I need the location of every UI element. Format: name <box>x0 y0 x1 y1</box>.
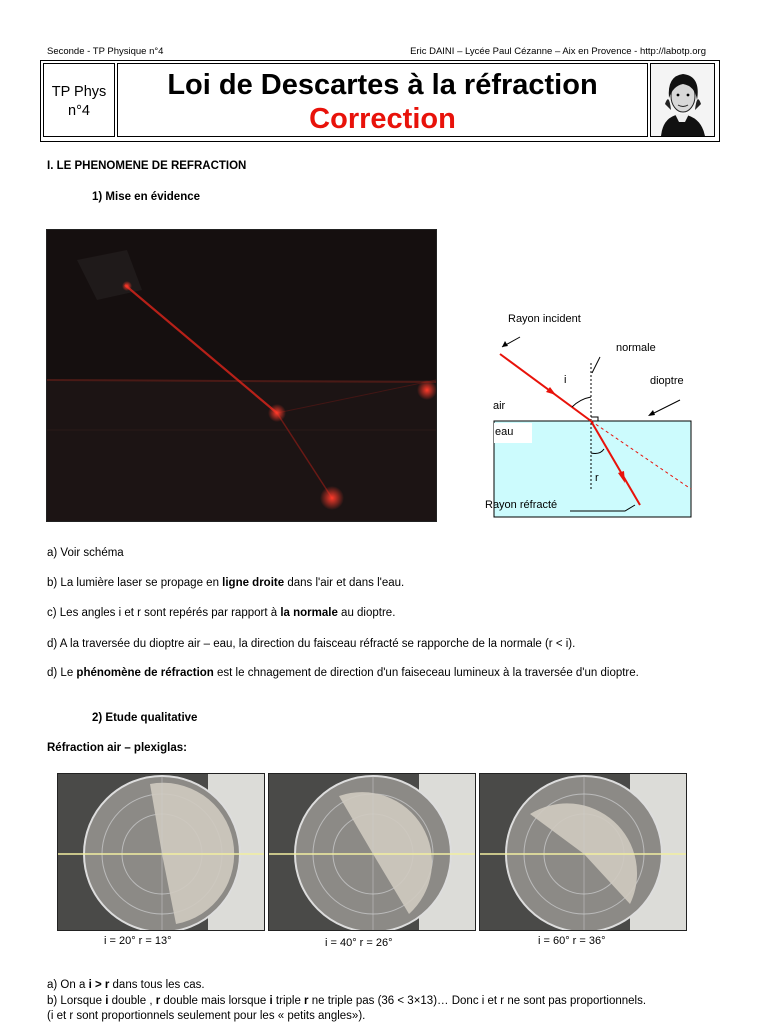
header-left: Seconde - TP Physique n°4 <box>47 46 164 57</box>
conclusion-b-line2: (i et r sont proportionnels seulement pour les « petits angles»). <box>47 1010 366 1022</box>
answer-d2-text-end: est le chnagement de direction d'un faiseceau lumineux à la traversée d'un dioptre. <box>213 667 639 679</box>
normal-pointer <box>592 357 600 373</box>
answer-d2 <box>47 667 639 679</box>
conclusion-a <box>47 979 205 991</box>
subsection-heading-2: 2) Etude qualitative <box>92 712 198 724</box>
title-box <box>117 63 648 137</box>
answer-c-text-end: au dioptre. <box>337 607 396 619</box>
answer-b-bold: ligne droite <box>222 577 285 589</box>
refraction-diagram <box>480 305 710 520</box>
angle-i-arc <box>572 397 591 407</box>
conclusion-b-bold-4: r <box>304 995 309 1007</box>
conclusion-a-text-end: dans tous les cas. <box>109 979 205 991</box>
caption-photo-3: i = 60° r = 36° <box>538 935 606 947</box>
answer-d2-text: d) Le <box>47 667 77 679</box>
conclusion-b-text-4: triple <box>272 995 305 1007</box>
conclusion-b-text-5: ne triple pas (36 < 3×13)… Donc i et r ne sont pas proportionnels. <box>308 995 647 1007</box>
protractor-photo-1 <box>57 773 265 931</box>
page-title: Loi de Descartes à la réfraction <box>167 69 598 101</box>
caption-photo-2: i = 40° r = 26° <box>325 937 393 949</box>
answer-b <box>47 577 404 589</box>
section-heading-1: I. LE PHENOMENE DE REFRACTION <box>47 160 247 172</box>
conclusion-a-bold: i > r <box>88 979 110 991</box>
protractor-photo-2 <box>268 773 476 931</box>
laser-refraction-photo <box>46 229 437 522</box>
answer-b-text: b) La lumière laser se propage en <box>47 577 223 589</box>
conclusion-b-text-1: b) Lorsque <box>47 995 106 1007</box>
protractor-photo-3 <box>479 773 687 931</box>
descartes-portrait-icon <box>650 63 715 137</box>
label-air: air <box>493 400 506 412</box>
conclusion-b-bold-1: i <box>105 995 109 1007</box>
subsection-heading-1: 1) Mise en évidence <box>92 191 201 203</box>
answer-c-text: c) Les angles i et r sont repérés par rapport à <box>47 607 281 619</box>
answer-c-bold: la normale <box>280 607 338 619</box>
answer-b-text-end: dans l'air et dans l'eau. <box>284 577 405 589</box>
dioptre-arrow-icon <box>648 410 655 416</box>
caption-photo-1: i = 20° r = 13° <box>104 935 172 947</box>
tp-label-box <box>43 63 115 137</box>
conclusion-b <box>47 995 646 1007</box>
conclusion-b-text-3: double mais lorsque <box>160 995 270 1007</box>
dioptre-pointer <box>650 400 680 415</box>
label-i: i <box>564 374 567 386</box>
conclusion-b-bold-3: i <box>269 995 273 1007</box>
incident-ray <box>500 354 591 421</box>
tp-label-line1: TP Phys <box>51 84 107 100</box>
conclusion-a-text: a) On a <box>47 979 89 991</box>
label-eau: eau <box>495 426 514 438</box>
conclusion-b-text-2: double , <box>108 995 156 1007</box>
label-rayon-incident: Rayon incident <box>508 313 581 325</box>
label-r: r <box>595 472 599 484</box>
page-subtitle: Correction <box>309 103 456 135</box>
tp-label-line2: n°4 <box>68 103 90 119</box>
label-rayon-refracte: Rayon réfracté <box>485 499 558 511</box>
answer-d1: d) A la traversée du dioptre air – eau, la direction du faisceau réfracté se rapporche de la normale (r < i). <box>47 638 576 650</box>
header-right: Eric DAINI – Lycée Paul Cézanne – Aix en Provence - http://labotp.org <box>410 46 706 57</box>
answer-c <box>47 607 395 619</box>
right-angle-mark <box>591 417 598 421</box>
label-dioptre: dioptre <box>650 375 684 387</box>
answer-d2-bold: phénomène de réfraction <box>76 667 214 679</box>
label-normale: normale <box>616 342 656 354</box>
conclusion-b-bold-2: r <box>155 995 161 1007</box>
refraction-title: Réfraction air – plexiglas: <box>47 742 187 754</box>
answer-a: a) Voir schéma <box>47 547 124 559</box>
